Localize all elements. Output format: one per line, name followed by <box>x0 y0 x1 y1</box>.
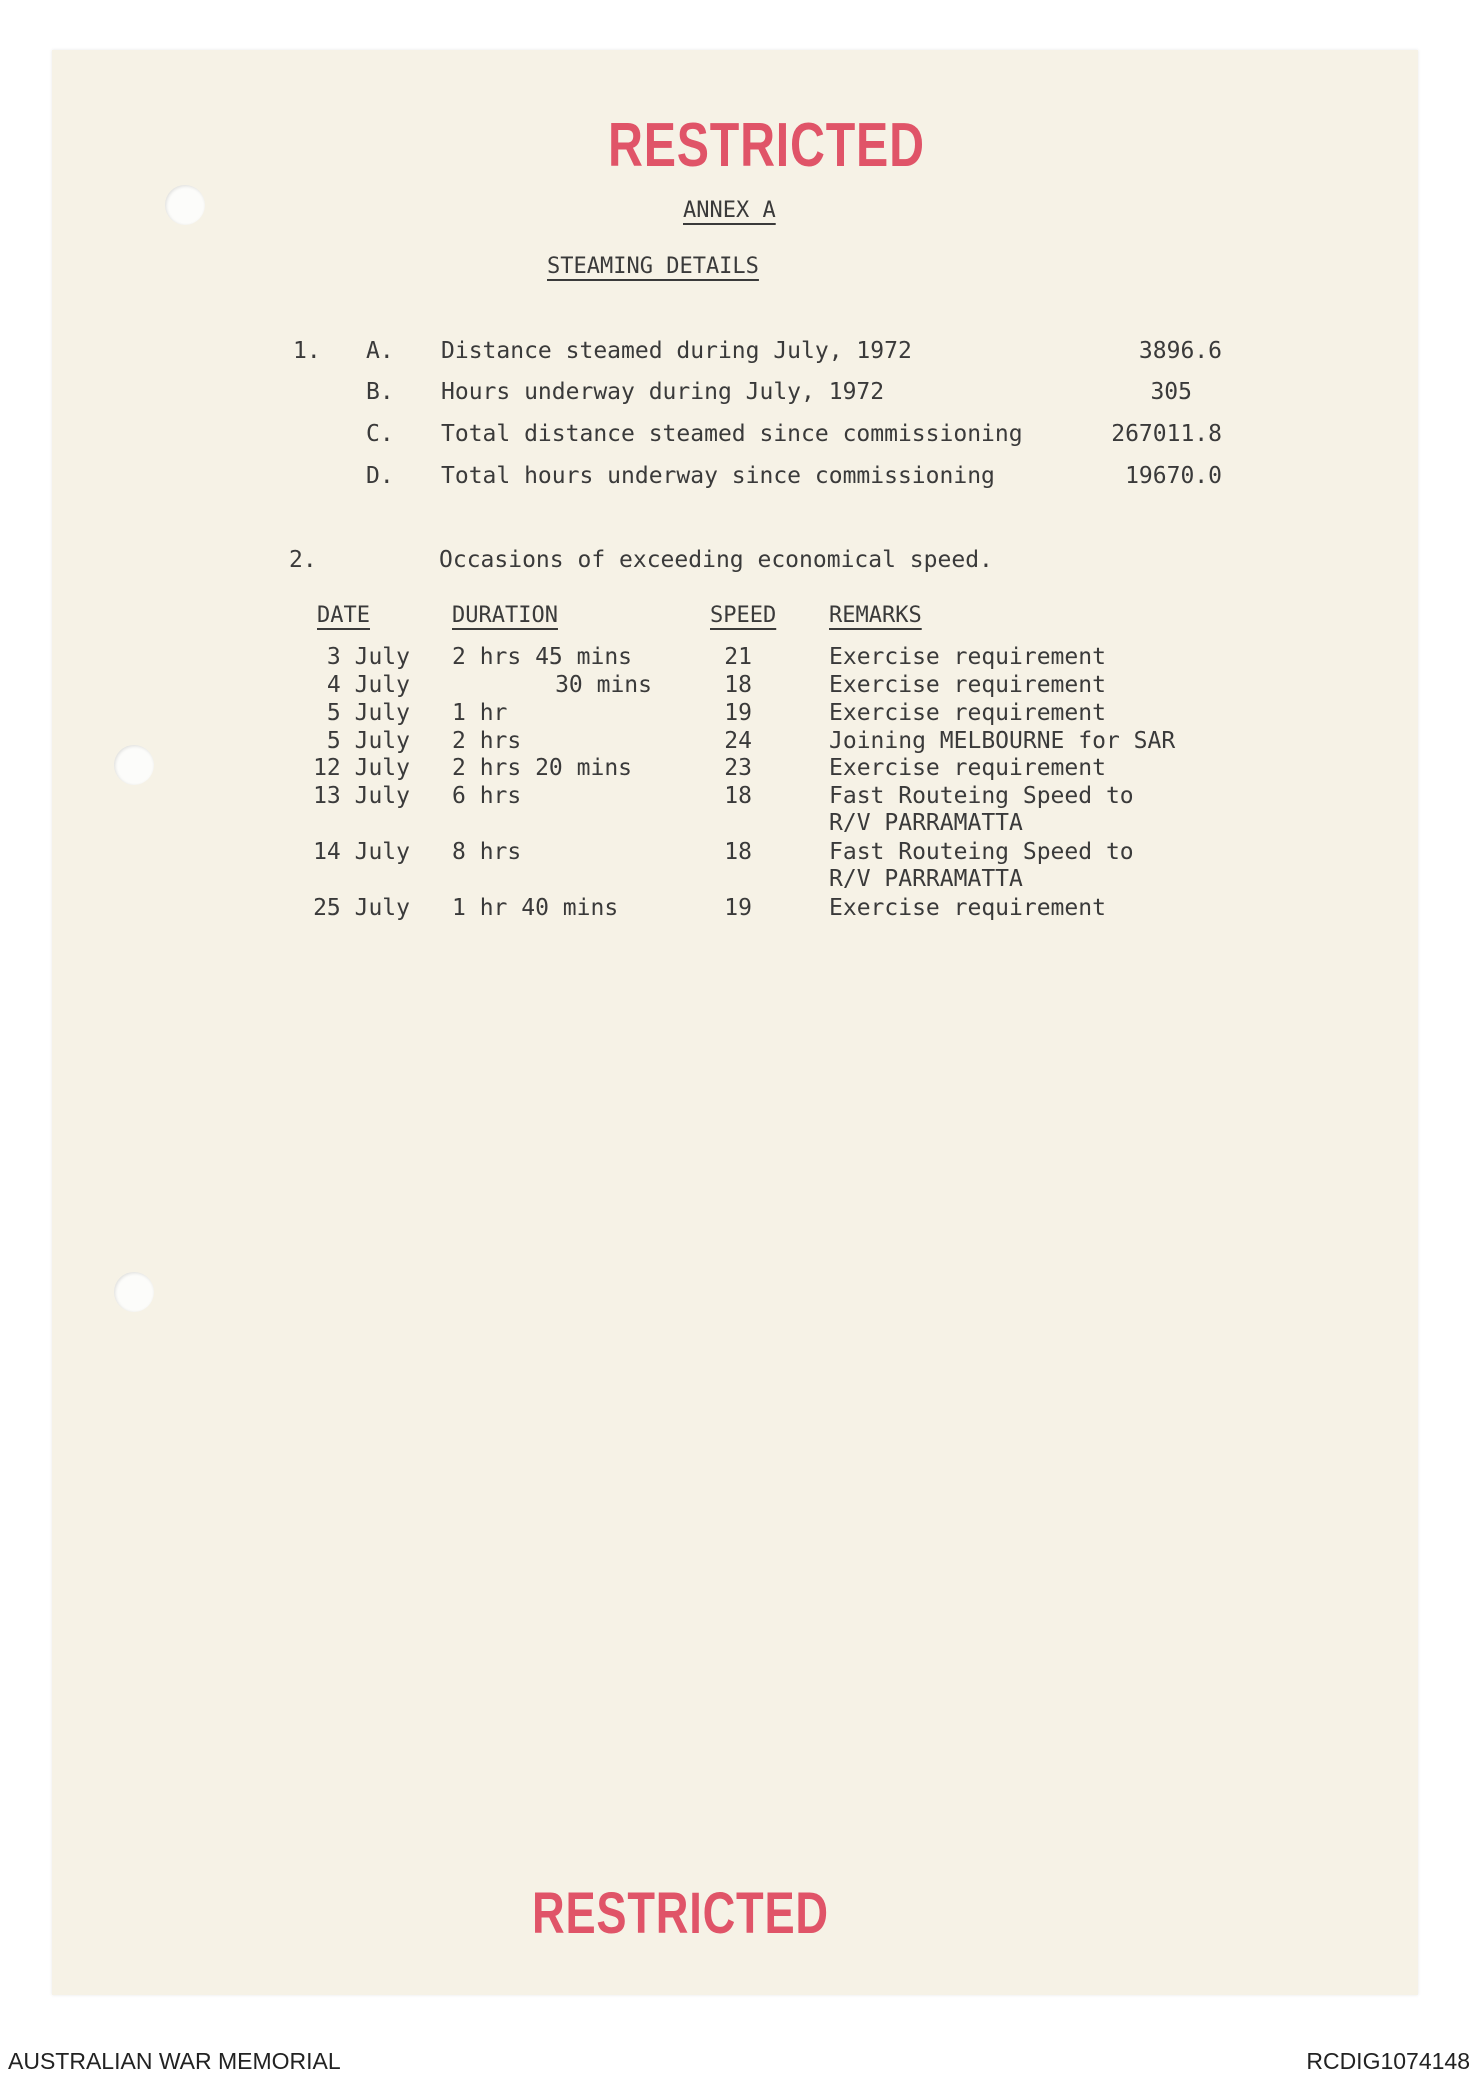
footer-source: AUSTRALIAN WAR MEMORIAL <box>8 2048 341 2074</box>
cell-date: 4 July <box>326 672 410 698</box>
punch-hole <box>114 1272 154 1312</box>
cell-speed: 24 <box>724 728 752 754</box>
cell-date: 12 July <box>313 755 410 781</box>
item-letter: D. <box>366 463 394 489</box>
cell-speed: 19 <box>724 700 752 726</box>
section-title: Occasions of exceeding economical speed. <box>439 547 993 573</box>
restricted-stamp-top: RESTRICTED <box>608 111 925 180</box>
cell-date: 5 July <box>326 700 410 726</box>
cell-speed: 21 <box>724 644 752 670</box>
cell-remarks: Exercise requirement <box>829 700 1106 726</box>
cell-remarks-continued: R/V PARRAMATTA <box>829 810 1023 836</box>
item-label: Hours underway during July, 1972 <box>441 379 885 405</box>
cell-remarks: Joining MELBOURNE for SAR <box>829 728 1176 754</box>
section-number: 2. <box>289 547 317 573</box>
item-label: Distance steamed during July, 1972 <box>441 338 912 364</box>
cell-duration: 6 hrs <box>452 783 522 809</box>
cell-duration: 1 hr 40 mins <box>452 895 619 921</box>
column-header-date: DATE <box>317 603 370 628</box>
cell-duration: 1 hr <box>452 700 508 726</box>
section-number: 1. <box>293 338 321 364</box>
item-letter: C. <box>366 421 394 447</box>
cell-remarks: Exercise requirement <box>829 895 1106 921</box>
cell-date: 3 July <box>326 644 410 670</box>
cell-remarks: Exercise requirement <box>829 755 1106 781</box>
item-value: 305 <box>1150 379 1192 405</box>
item-label: Total hours underway since commissioning <box>441 463 995 489</box>
document-heading: STEAMING DETAILS <box>547 254 759 279</box>
cell-speed: 18 <box>724 783 752 809</box>
item-value: 267011.8 <box>1111 421 1222 447</box>
cell-speed: 18 <box>724 672 752 698</box>
document-page <box>52 50 1418 1995</box>
cell-remarks: Exercise requirement <box>829 644 1106 670</box>
column-header-duration: DURATION <box>452 603 558 628</box>
punch-hole <box>165 185 205 225</box>
cell-date: 13 July <box>313 783 410 809</box>
cell-speed: 19 <box>724 895 752 921</box>
column-header-remarks: REMARKS <box>829 603 922 628</box>
item-letter: B. <box>366 379 394 405</box>
cell-date: 25 July <box>313 895 410 921</box>
cell-remarks: Fast Routeing Speed to <box>829 839 1134 865</box>
cell-duration: 2 hrs <box>452 728 522 754</box>
cell-remarks: Fast Routeing Speed to <box>829 783 1134 809</box>
cell-speed: 23 <box>724 755 752 781</box>
column-header-speed: SPEED <box>710 603 777 628</box>
cell-remarks: Exercise requirement <box>829 672 1106 698</box>
cell-duration: 2 hrs 45 mins <box>452 644 633 670</box>
cell-date: 14 July <box>313 839 410 865</box>
cell-duration: 2 hrs 20 mins <box>452 755 633 781</box>
item-value: 19670.0 <box>1125 463 1222 489</box>
cell-duration: 8 hrs <box>452 839 522 865</box>
item-value: 3896.6 <box>1138 338 1222 364</box>
annex-title: ANNEX A <box>683 198 776 223</box>
item-letter: A. <box>366 338 394 364</box>
punch-hole <box>114 745 154 785</box>
cell-duration: 30 mins <box>555 672 652 698</box>
item-label: Total distance steamed since commissioning <box>441 421 1023 447</box>
cell-remarks-continued: R/V PARRAMATTA <box>829 866 1023 892</box>
footer-record-id: RCDIG1074148 <box>1306 2048 1470 2074</box>
cell-speed: 18 <box>724 839 752 865</box>
restricted-stamp-bottom: RESTRICTED <box>532 1881 829 1946</box>
cell-date: 5 July <box>326 728 410 754</box>
